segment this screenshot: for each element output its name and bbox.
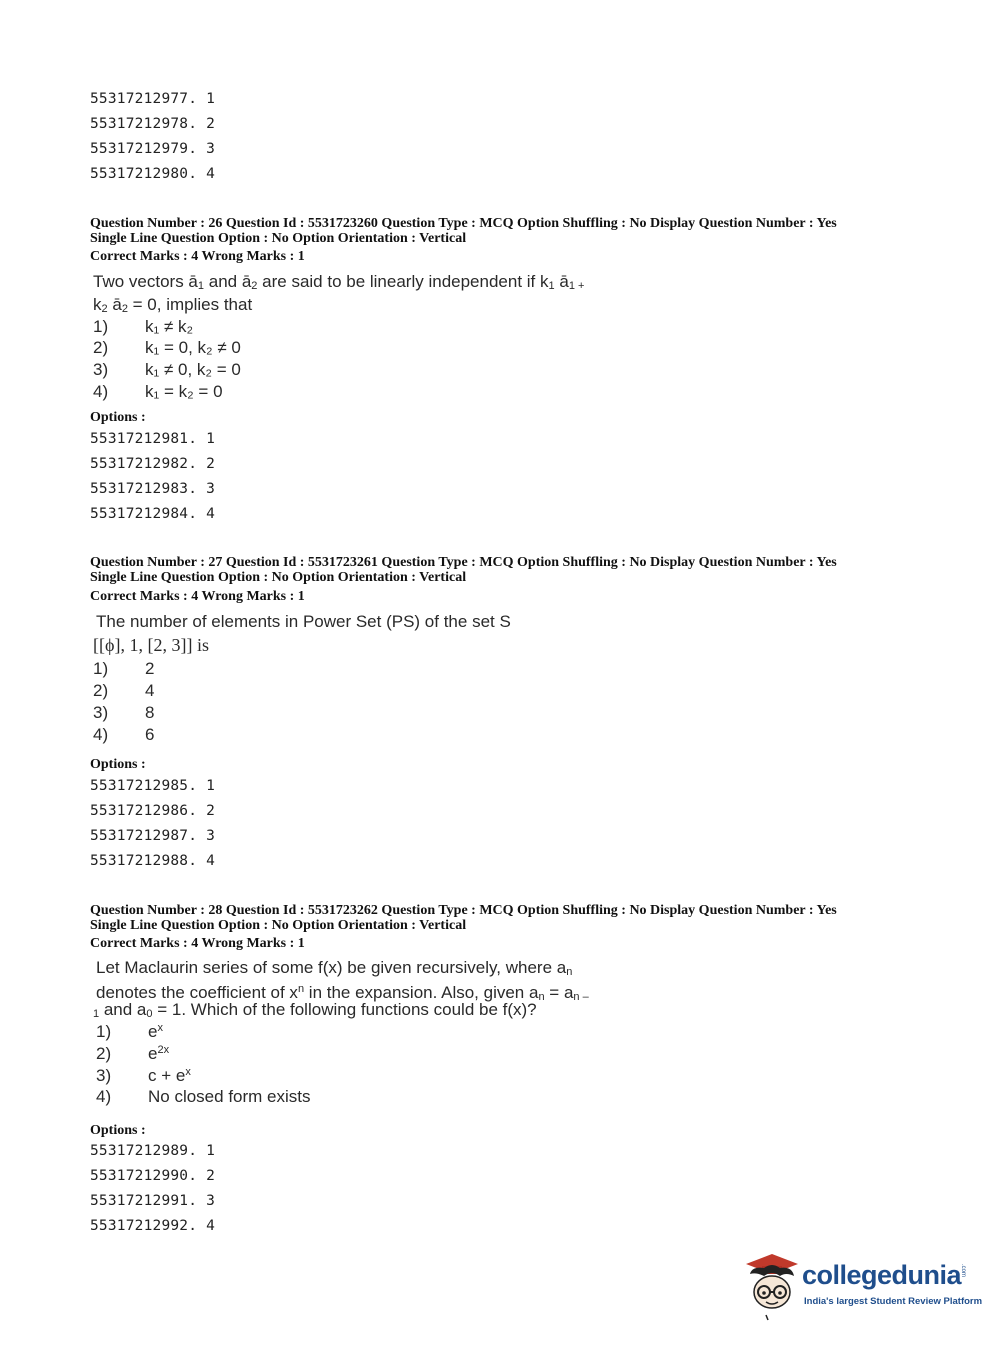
option-line: 55317212978. 2	[90, 116, 216, 132]
question-text-line: k2 ā2 = 0, implies that	[93, 295, 253, 315]
choice-item: 4) k₁ = k₂ = 0	[93, 382, 223, 401]
choice-item: 3) k₁ ≠ 0, k₂ = 0	[93, 360, 241, 379]
question-text-line: denotes the coefficient of $x^n$ in the expansion. Also, given an = an –	[96, 983, 589, 1003]
logo-wordmark: collegedunia	[802, 1260, 962, 1290]
choice-item: 1) k₁ ≠ k₂	[93, 317, 194, 336]
choice-item: 1) $e^x$	[96, 1022, 163, 1041]
question-text-line: [[ϕ], 1, [2, 3]] is	[93, 635, 209, 655]
question-meta	[90, 216, 837, 246]
options-label: Options :	[90, 757, 146, 772]
question-meta-line1: Question Number : 27 Question Id : 5531723261 Question Type : MCQ Option Shuffling : No Display Question Number : Yes	[90, 555, 837, 570]
question-text-line: The number of elements in Power Set (PS) of the set S	[96, 612, 511, 631]
question-meta-line1: Question Number : 28 Question Id : 5531723262 Question Type : MCQ Option Shuffling : No Display Question Number : Yes	[90, 903, 837, 918]
option-line: 55317212984. 4	[90, 506, 216, 522]
mascot-icon	[742, 1252, 802, 1322]
question-meta-line1: Question Number : 26 Question Id : 5531723260 Question Type : MCQ Option Shuffling : No Display Question Number : Yes	[90, 216, 837, 231]
question-text-line: Two vectors ā1 and ā2 are said to be linearly independent if k1 ā1 +	[93, 272, 585, 292]
option-line: 55317212989. 1	[90, 1143, 216, 1159]
option-line: 55317212981. 1	[90, 431, 216, 447]
choice-item: 2) 4	[93, 681, 155, 700]
option-line: 55317212977. 1	[90, 91, 216, 107]
question-text-line: Let Maclaurin series of some f(x) be given recursively, where an	[96, 958, 573, 978]
options-label: Options :	[90, 1123, 146, 1138]
choice-item: 3) $c + e^x$	[96, 1066, 191, 1085]
choice-item: 3) 8	[93, 703, 155, 722]
choice-item: 2) k₁ = 0, k₂ ≠ 0	[93, 338, 241, 357]
question-marks: Correct Marks : 4 Wrong Marks : 1	[90, 936, 305, 951]
option-line: 55317212991. 3	[90, 1193, 216, 1209]
option-line: 55317212982. 2	[90, 456, 216, 472]
question-text-line: 1 and a0 = 1. Which of the following functions could be f(x)?	[93, 1000, 537, 1020]
question-meta	[90, 555, 837, 585]
option-line: 55317212986. 2	[90, 803, 216, 819]
choice-item: 4) 6	[93, 725, 155, 744]
option-line: 55317212985. 1	[90, 778, 216, 794]
option-line: 55317212990. 2	[90, 1168, 216, 1184]
choice-item: 2) $e^{2x}$	[96, 1044, 170, 1063]
options-label: Options :	[90, 410, 146, 425]
option-line: 55317212983. 3	[90, 481, 216, 497]
option-line: 55317212980. 4	[90, 166, 216, 182]
question-meta-line2: Single Line Question Option : No Option Orientation : Vertical	[90, 231, 467, 246]
question-meta	[90, 903, 837, 933]
logo-com: .com	[960, 1264, 966, 1278]
option-line: 55317212988. 4	[90, 853, 216, 869]
logo-tagline: India's largest Student Review Platform	[804, 1296, 983, 1307]
question-meta-line2: Single Line Question Option : No Option Orientation : Vertical	[90, 918, 467, 933]
option-line: 55317212979. 3	[90, 141, 216, 157]
choice-item: 4) No closed form exists	[96, 1087, 311, 1106]
question-meta-line2: Single Line Question Option : No Option Orientation : Vertical	[90, 570, 467, 585]
question-marks: Correct Marks : 4 Wrong Marks : 1	[90, 249, 305, 264]
question-marks: Correct Marks : 4 Wrong Marks : 1	[90, 589, 305, 604]
choice-item: 1) 2	[93, 659, 155, 678]
option-line: 55317212992. 4	[90, 1218, 216, 1234]
option-line: 55317212987. 3	[90, 828, 216, 844]
collegedunia-logo	[742, 1252, 983, 1322]
